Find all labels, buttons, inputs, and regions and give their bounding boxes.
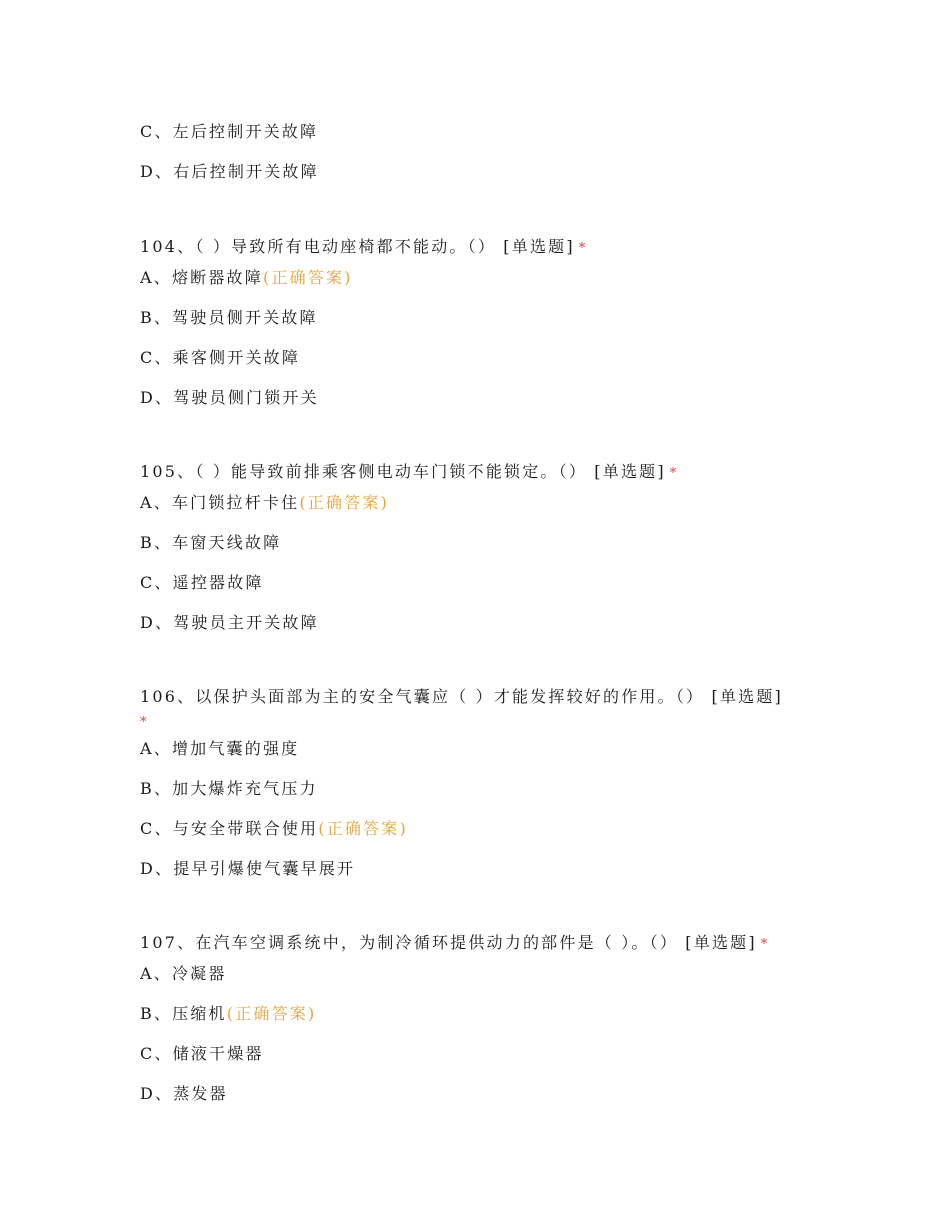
required-asterisk: * xyxy=(760,937,770,952)
question-text: 107、在汽车空调系统中，为制冷循环提供动力的部件是（ ）。（） [单选题] xyxy=(140,933,757,952)
question-105-option-a xyxy=(140,492,389,514)
question-106-option-a xyxy=(140,738,299,760)
question-105-option-b xyxy=(140,532,281,554)
correct-answer-label: (正确答案) xyxy=(318,819,408,838)
question-107-option-c xyxy=(140,1043,264,1065)
required-asterisk: * xyxy=(578,241,588,256)
option-text: C、储液干燥器 xyxy=(140,1044,264,1063)
option-text: C、乘客侧开关故障 xyxy=(140,348,301,367)
question-text: 106、以保护头面部为主的安全气囊应（ ）才能发挥较好的作用。（） [单选题] xyxy=(140,687,783,706)
option-text: D、驾驶员主开关故障 xyxy=(140,613,319,632)
option-d xyxy=(140,161,319,183)
option-text: A、冷凝器 xyxy=(140,964,227,983)
correct-answer-label: (正确答案) xyxy=(262,268,353,287)
question-104-option-d xyxy=(140,387,319,409)
required-asterisk: * xyxy=(669,466,679,481)
option-text: B、压缩机 xyxy=(140,1004,227,1023)
correct-answer-label: (正确答案) xyxy=(299,493,390,512)
option-text: D、提早引爆使气囊早展开 xyxy=(140,859,356,878)
question-106-option-d xyxy=(140,858,355,880)
question-105-title xyxy=(140,461,820,485)
question-106-required xyxy=(140,710,820,734)
option-text: A、车门锁拉杆卡住 xyxy=(140,493,300,512)
option-text: B、驾驶员侧开关故障 xyxy=(140,308,318,327)
question-107-option-b xyxy=(140,1003,316,1025)
question-107-option-a xyxy=(140,963,227,985)
question-106-option-b xyxy=(140,778,318,800)
question-104-title xyxy=(140,236,820,260)
question-107-option-d xyxy=(140,1083,228,1105)
option-text: D、右后控制开关故障 xyxy=(140,162,319,181)
question-105-option-c xyxy=(140,572,264,594)
option-text: C、与安全带联合使用 xyxy=(140,819,319,838)
question-104-option-a xyxy=(140,267,353,289)
option-text: D、蒸发器 xyxy=(140,1084,228,1103)
correct-answer-label: (正确答案) xyxy=(226,1004,317,1023)
option-text: B、车窗天线故障 xyxy=(140,533,282,552)
option-text: A、增加气囊的强度 xyxy=(140,739,300,758)
question-text: 104、（ ）导致所有电动座椅都不能动。（） [单选题] xyxy=(140,237,575,256)
option-text: A、熔断器故障 xyxy=(140,268,263,287)
question-105-option-d xyxy=(140,612,319,634)
option-c xyxy=(140,121,318,143)
question-104-option-b xyxy=(140,307,318,329)
option-text: C、遥控器故障 xyxy=(140,573,264,592)
option-text: B、加大爆炸充气压力 xyxy=(140,779,318,798)
option-text: D、驾驶员侧门锁开关 xyxy=(140,388,319,407)
question-text: 105、（ ）能导致前排乘客侧电动车门锁不能锁定。（） [单选题] xyxy=(140,462,666,481)
option-text: C、左后控制开关故障 xyxy=(140,122,319,141)
question-107-title xyxy=(140,932,820,956)
question-106-option-c xyxy=(140,818,408,840)
required-asterisk: * xyxy=(140,715,149,730)
question-106-title xyxy=(140,686,820,708)
question-104-option-c xyxy=(140,347,300,369)
